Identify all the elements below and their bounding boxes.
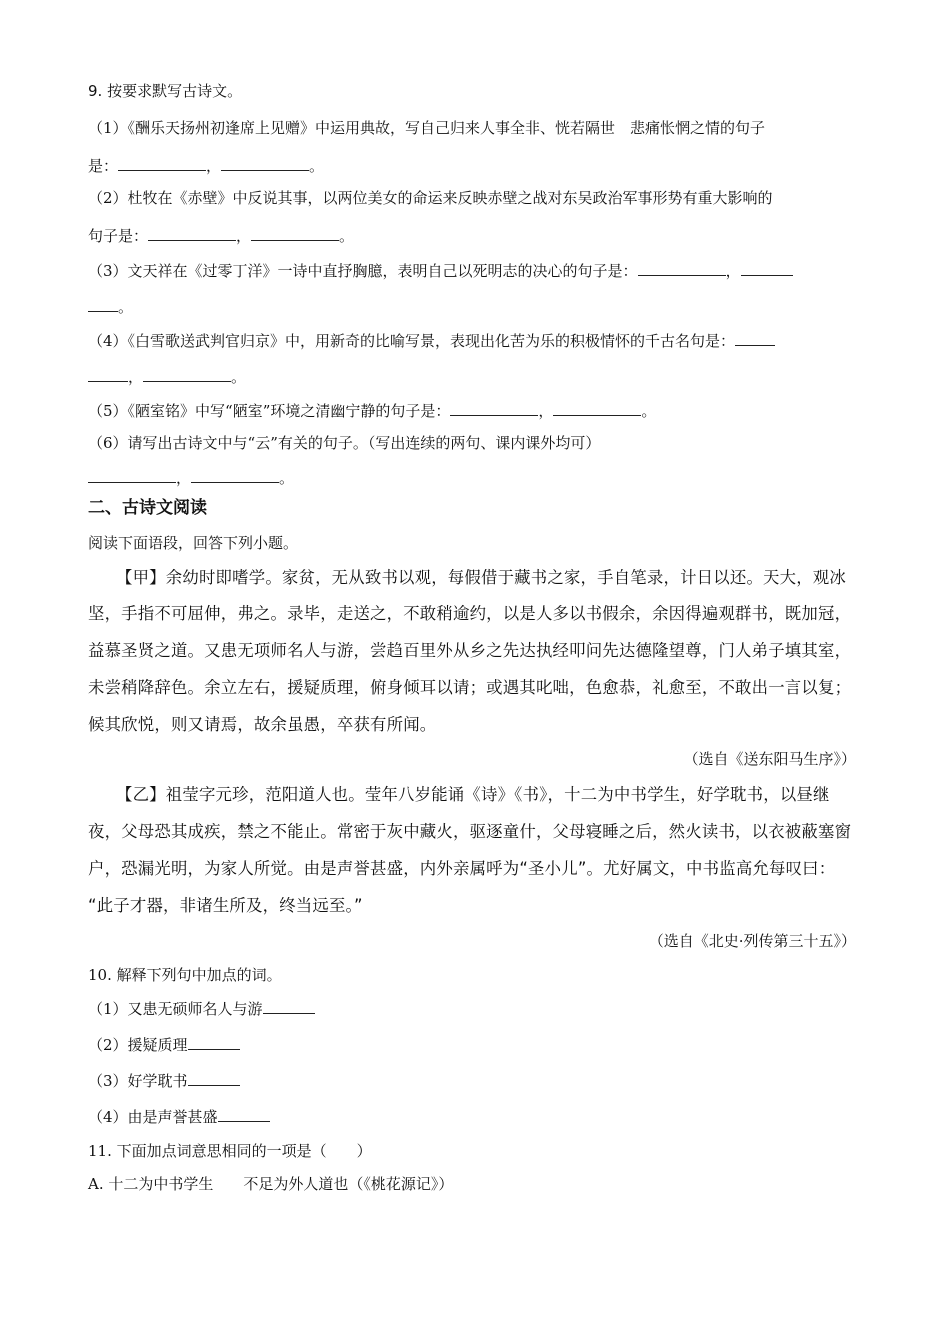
passage-yi-line: “此子才器，非诸生所及，终当远至。”: [88, 896, 363, 915]
answer-blank[interactable]: [741, 260, 793, 276]
answer-blank[interactable]: [218, 1106, 270, 1122]
passage-yi-line: 【乙】祖莹字元珍，范阳道人也。莹年八岁能诵《诗》《书》，十二为中书学生，好学耽书，以昼继: [116, 785, 830, 804]
q9-item-5: （5）《陋室铭》中写“陋室”环境之清幽宁静的句子是： ， 。: [88, 402, 657, 420]
answer-blank[interactable]: [188, 1034, 240, 1050]
answer-blank[interactable]: [450, 400, 538, 416]
answer-blank[interactable]: [143, 366, 231, 382]
section-intro: 阅读下面语段，回答下列小题。: [88, 534, 299, 552]
q10-item: （2）援疑质理: [88, 1034, 240, 1055]
q11-option-a[interactable]: A. 十二为中书学生 不足为外人道也（《桃花源记》）: [88, 1175, 454, 1193]
passage-jia-line: 益慕圣贤之道。又患无项师名人与游，尝趋百里外从乡之先达执经叩问先达德隆望尊，门人弟子填其室，: [88, 641, 852, 660]
answer-blank[interactable]: [88, 296, 118, 312]
q9-item-3-line1: （3）文天祥在《过零丁洋》一诗中直抒胸臆，表明自己以死明志的决心的句子是： ，: [88, 260, 793, 281]
q10-item: （3）好学耽书: [88, 1070, 240, 1091]
passage-yi-line: 户，恐漏光明，为家人所觉。由是声誉甚盛，内外亲属呼为“圣小儿”。尤好属文，中书监高允每叹曰：: [88, 859, 836, 878]
q9-item-4-line2: ， 。: [88, 366, 246, 387]
q10-item: （4）由是声誉甚盛: [88, 1106, 270, 1127]
passage-yi-line: 夜，父母恐其成疾，禁之不能止。常密于灰中藏火，驱逐童什，父母寝睡之后，然火读书，以衣被蔽塞窗: [88, 822, 852, 841]
q9-item-2-line1: （2）杜牧在《赤壁》中反说其事，以两位美女的命运来反映赤壁之战对东吴政治军事形势有重大影响的: [88, 189, 773, 207]
q9-item-1-line1: （1）《酬乐天扬州初逢席上见赠》中运用典故，写自己归来人事全非、恍若隔世 悲痛怅惘之情的句子: [88, 119, 766, 137]
q9-item-6-line2: ， 。: [88, 467, 294, 488]
q9-item-4-line1: （4）《白雪歌送武判官归京》中，用新奇的比喻写景，表现出化苦为乐的积极情怀的千古名句是：: [88, 330, 775, 351]
answer-blank[interactable]: [553, 400, 641, 416]
passage-jia-line: 【甲】余幼时即嗜学。家贫，无从致书以观，每假借于藏书之家，手自笔录，计日以还。天大，观冰: [116, 568, 846, 587]
q10-item: （1）又患无硕师名人与游: [88, 998, 315, 1019]
passage-yi-source: （选自《北史·列传第三十五》）: [648, 932, 856, 950]
q9-item-2-line2: 句子是： ， 。: [88, 227, 355, 245]
section-heading: 二、古诗文阅读: [88, 498, 207, 518]
q10-title: 10. 解释下列句中加点的词。: [88, 966, 282, 984]
answer-blank[interactable]: [221, 155, 309, 171]
q9-title: 9. 按要求默写古诗文。: [88, 82, 243, 100]
answer-blank[interactable]: [263, 998, 315, 1014]
passage-jia-line: 候其欣悦，则又请焉，故余虽愚，卒获有所闻。: [88, 715, 437, 734]
answer-blank[interactable]: [251, 225, 339, 241]
answer-blank[interactable]: [188, 1070, 240, 1086]
passage-jia-source: （选自《送东阳马生序》）: [683, 750, 856, 768]
answer-blank[interactable]: [191, 467, 279, 483]
answer-blank[interactable]: [88, 467, 176, 483]
answer-blank[interactable]: [118, 155, 206, 171]
q9-item-6-line1: （6）请写出古诗文中与“云”有关的句子。（写出连续的两句、课内课外均可）: [88, 434, 601, 452]
q11-title: 11. 下面加点词意思相同的一项是（ ）: [88, 1142, 372, 1160]
q9-item-3-line2: 。: [88, 296, 133, 317]
answer-blank[interactable]: [735, 330, 775, 346]
answer-blank[interactable]: [148, 225, 236, 241]
q9-item-1-line2: 是： ， 。: [88, 157, 325, 175]
answer-blank[interactable]: [638, 260, 726, 276]
answer-blank[interactable]: [88, 366, 128, 382]
passage-jia-line: 坚，手指不可屈伸，弗之。录毕，走送之，不敢稍逾约，以是人多以书假余，余因得遍观群书，既加冠，: [88, 604, 852, 623]
passage-jia-line: 未尝稍降辞色。余立左右，援疑质理，俯身倾耳以请；或遇其叱咄，色愈恭，礼愈至，不敢出一言以复；: [88, 678, 852, 697]
